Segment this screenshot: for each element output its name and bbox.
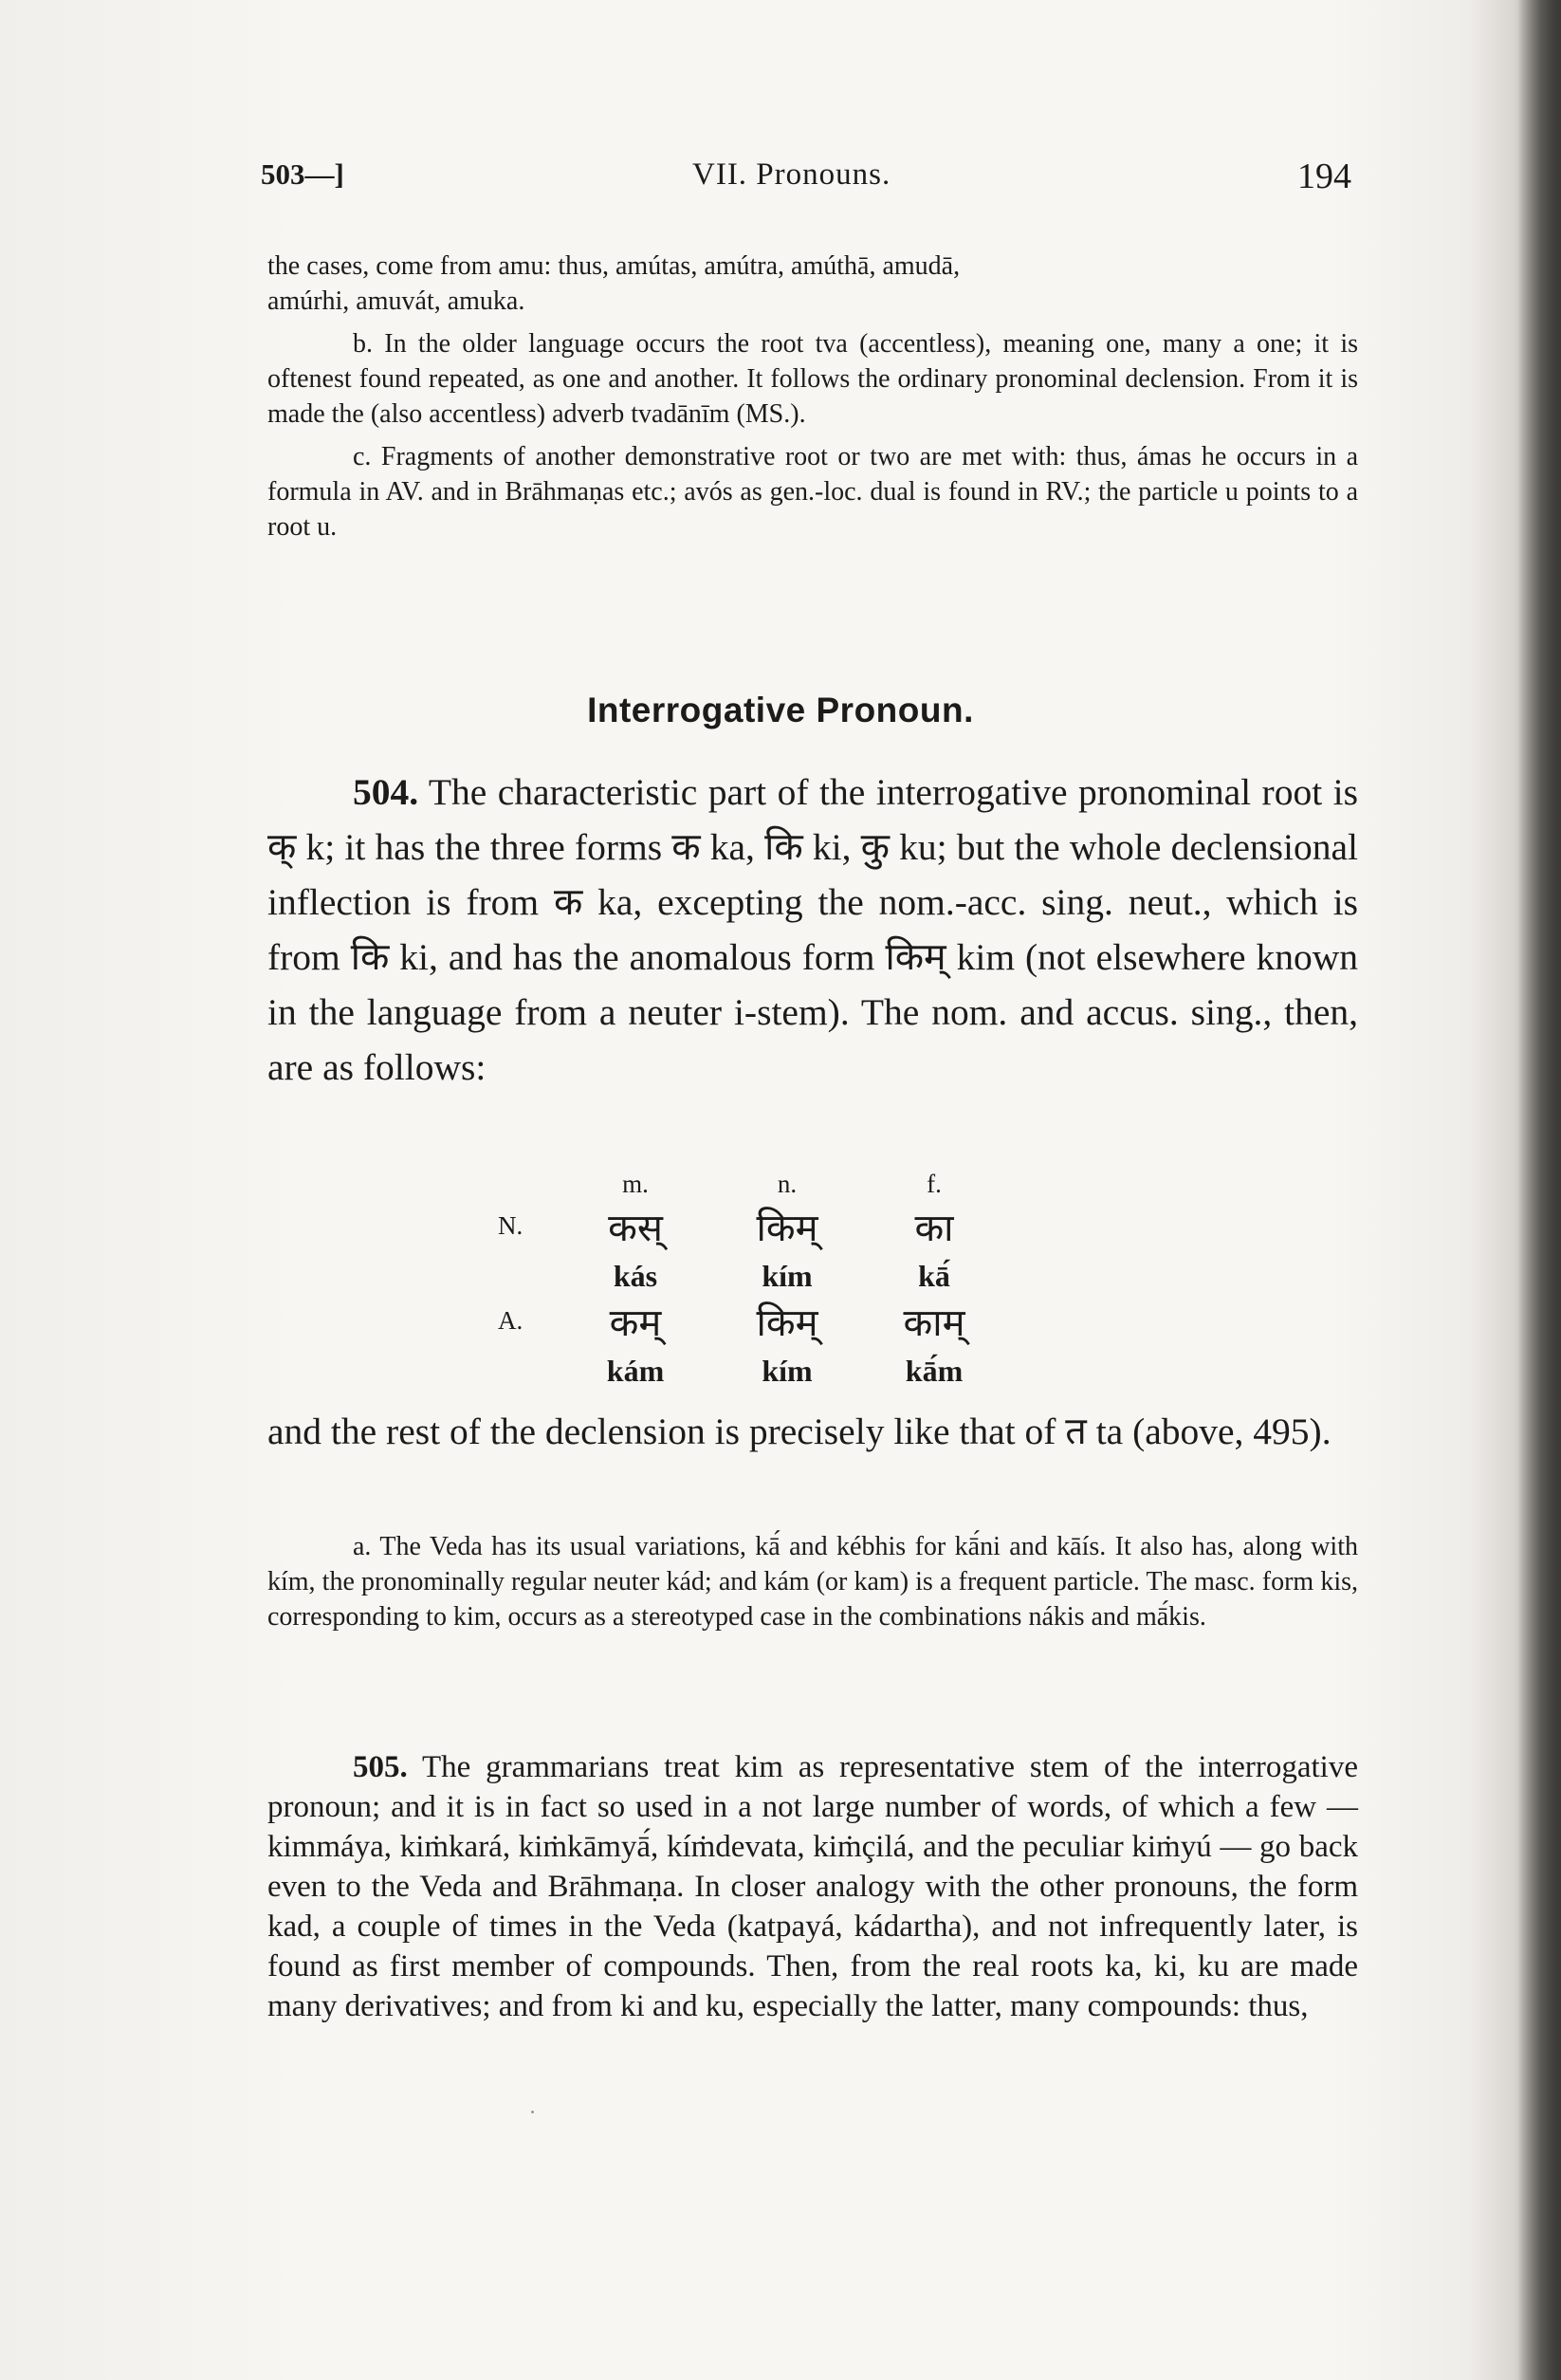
section-heading: Interrogative Pronoun. [587, 691, 974, 729]
case-label: A. [498, 1306, 523, 1335]
paragraph-a-block [267, 1529, 1358, 1634]
devanagari-form: कस् [608, 1207, 663, 1250]
paragraph-c: c. Fragments of another demonstrative root or two are met with: thus, ámas he occurs in a formula in AV. and in Brāhmaṇas etc.; avós as gen.-loc. dual is found in RV.; the particle u points to a root u. [267, 442, 1358, 542]
page-binding-shadow [1517, 0, 1561, 2380]
paragraph-number: 505. [353, 1750, 408, 1784]
paragraph-number: 504. [353, 771, 419, 813]
paragraph-504 [267, 765, 1358, 1095]
transliteration: kím [762, 1259, 813, 1293]
transliteration: kím [762, 1354, 813, 1388]
gender-header-m: m. [622, 1170, 649, 1198]
transliteration: kā́ [918, 1259, 950, 1293]
after-paradigm [267, 1404, 1358, 1459]
case-label: N. [498, 1211, 523, 1240]
section-range: 503—] [261, 157, 344, 191]
paragraph-a: a. The Veda has its usual variations, kā́ and kébhis for kā́ni and kāís. It also has, along with kím, the pronominally regular neuter kád; and kám (or kam) is a frequent particle. The masc. form kis, corresponding to kim, occurs as a stereotyped case in the combinations nákis and mā́kis. [267, 1532, 1358, 1632]
transliteration: kā́m [905, 1354, 964, 1388]
transliteration: kám [606, 1354, 665, 1388]
running-header [261, 152, 1370, 199]
continuation-line-2: amúrhi, amuvát, amuka. [267, 286, 525, 316]
after-paradigm-text: and the rest of the declension is precisely like that of त ta (above, 495). [267, 1411, 1331, 1452]
devanagari-form: का [914, 1207, 954, 1250]
continuation-line-1: the cases, come from amu: thus, amútas, amútra, amúthā, amudā, [267, 251, 961, 281]
paragraph-504-text: The characteristic part of the interrogative pronominal root is क् k; it has the three forms क ka, कि ki, कु ku; but the whole declensional inflection is from क ka, excepting the nom.-acc. sing. neut., which is from कि ki, and has the anomalous form किम् kim (not elsewhere known in the language from a neuter i-stem). The nom. and accus. sing., then, are as follows: [267, 771, 1358, 1088]
top-block [267, 249, 1358, 544]
paragraph-b: b. In the older language occurs the root tva (accentless), meaning one, many a one; it is oftenest found repeated, as one and another. It follows the ordinary pronominal declension. From it is made the (also accentless) adverb tvadānīm (MS.). [267, 329, 1358, 429]
paragraph-505 [267, 1747, 1358, 2026]
scan-speck [531, 2111, 534, 2113]
gender-header-n: n. [777, 1170, 798, 1198]
paragraph-505-text: The grammarians treat kim as representative stem of the interrogative pronoun; and it is in fact so used in a not large number of words, of which a few — kimmáya, kiṁkará, kiṁkāmyā́, kíṁdevata, kiṁçilá, and the peculiar kiṁyú — go back even to the Veda and Brāhmaṇa. In closer analogy with the other pronouns, the form kad, a couple of times in the Veda (katpayá, kádartha), and not infrequently later, is found as first member of compounds. Then, from the real roots ka, ki, ku are made many derivatives; and from ki and ku, especially the latter, many compounds: thus, [267, 1750, 1359, 2023]
chapter-title: VII. Pronouns. [692, 157, 891, 192]
devanagari-form: किम् [756, 1301, 818, 1345]
transliteration: kás [613, 1259, 658, 1293]
devanagari-form: कम् [609, 1301, 662, 1345]
devanagari-form: काम् [903, 1301, 965, 1345]
page-number: 194 [1297, 157, 1351, 196]
gender-header-f: f. [927, 1170, 942, 1198]
declension-table [498, 1162, 1062, 1399]
devanagari-form: किम् [756, 1207, 818, 1250]
